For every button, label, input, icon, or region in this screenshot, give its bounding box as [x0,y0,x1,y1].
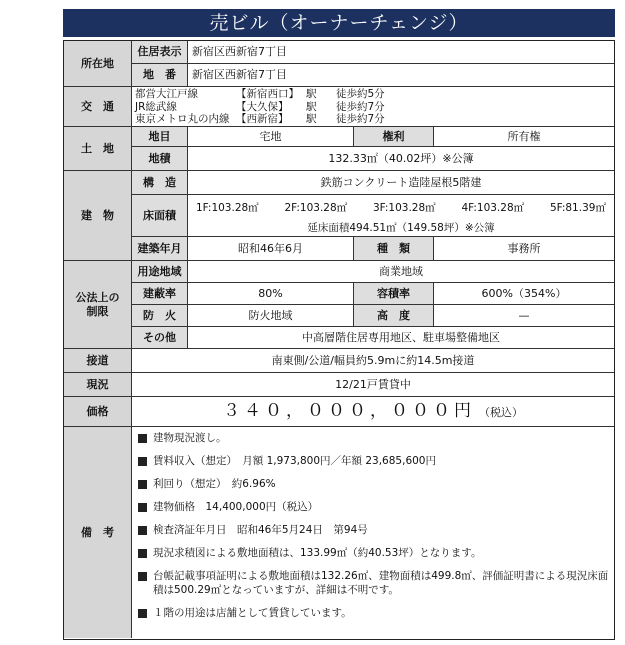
other-label: その他 [132,327,188,349]
page-title: 売ビル（オーナーチェンジ） [63,9,615,37]
structure-label: 構 造 [132,171,188,195]
remark-item: １階の用途は店舗として賃貸しています。 [138,606,614,620]
bullet-icon [138,503,147,512]
rights-value: 所有権 [434,127,614,147]
price-tax: （税込） [479,405,523,419]
building-type-value: 事務所 [434,237,614,261]
bullet-icon [138,549,147,558]
remarks-list [132,427,614,638]
floor-area: 1F:103.28㎡ [196,202,259,214]
floor-area: 3F:103.28㎡ [372,202,436,214]
coverage-label: 建蔽率 [132,283,188,305]
remark-item: 賃料収入（想定） 月額 1,973,800円／年額 23,685,600円 [138,454,614,468]
bullet-icon [138,457,147,466]
rights-label: 権利 [354,127,434,147]
traffic-list [132,87,614,127]
price-amount: ３４０，０００，０００円 （税込） [223,400,523,421]
bullet-icon [138,480,147,489]
zone-value: 商業地域 [188,261,614,283]
building-header: 建 物 [64,171,132,261]
bullet-icon [138,609,147,618]
floor-area-label: 床面積 [132,195,188,237]
floor-list [188,201,614,215]
zone-label: 用途地域 [132,261,188,283]
land-category-value: 宅地 [188,127,354,147]
height-label: 高 度 [354,305,434,327]
price-header: 価格 [64,397,132,427]
built-value: 昭和46年6月 [188,237,354,261]
building-type-label: 種 類 [354,237,434,261]
other-value: 中高層階住居専用地区、駐車場整備地区 [188,327,614,349]
status-header: 現況 [64,373,132,397]
remark-item: 現況求積図による敷地面積は、133.99㎡（約40.53坪）となります。 [138,546,614,560]
traffic-header: 交 通 [64,87,132,127]
property-table [63,40,615,640]
price-value [132,397,614,427]
floor-area: 2F:103.28㎡ [284,202,348,214]
lot-label: 地 番 [132,64,188,87]
fire-value: 防火地域 [188,305,354,327]
remark-item: 利回り（想定） 約6.96% [138,477,614,491]
remark-item: 台帳記載事項証明による敷地面積は132.26㎡、建物面積は499.8㎡、評価証明書による現況床面積は500.29㎡となっていますが、詳細は不明です。 [138,569,614,597]
remarks-header: 備 考 [64,427,132,638]
location-header: 所在地 [64,41,132,87]
remark-item: 建物現況渡し。 [138,431,614,445]
land-area-value: 132.33㎡（40.02坪）※公簿 [188,147,614,171]
land-header: 土 地 [64,127,132,171]
coverage-value: 80% [188,283,354,305]
land-area-label: 地積 [132,147,188,171]
address-label: 住居表示 [132,41,188,64]
bullet-icon [138,526,147,535]
bullet-icon [138,434,147,443]
address-value: 新宿区西新宿7丁目 [188,41,614,64]
road-value: 南東側/公道/幅員約5.9mに約14.5m接道 [132,349,614,373]
floor-area: 5F:81.39㎡ [549,202,606,214]
far-label: 容積率 [354,283,434,305]
remark-item: 検査済証年月日 昭和46年5月24日 第94号 [138,523,614,537]
total-floor-area: 延床面積494.51㎡（149.58坪）※公簿 [307,222,495,234]
structure-value: 鉄筋コンクリート造陸屋根5階建 [188,171,614,195]
traffic-row: 東京メトロ丸の内線 【西新宿】 駅 徒歩約7分 [135,113,385,125]
status-value: 12/21戸賃貸中 [132,373,614,397]
lot-value: 新宿区西新宿7丁目 [188,64,614,87]
remark-item: 建物価格 14,400,000円（税込） [138,500,614,514]
traffic-row: JR総武線 【大久保】 駅 徒歩約7分 [135,100,385,113]
floor-area-values [188,195,614,237]
traffic-row: 都営大江戸線 【新宿西口】 駅 徒歩約5分 [135,88,385,100]
built-label: 建築年月 [132,237,188,261]
fire-label: 防 火 [132,305,188,327]
floor-area: 4F:103.28㎡ [461,202,525,214]
road-header: 接道 [64,349,132,373]
height-value: — [434,305,614,327]
land-category-label: 地目 [132,127,188,147]
far-value: 600%（354%） [434,283,614,305]
bullet-icon [138,572,147,581]
regulation-header: 公法上の 制限 [64,261,132,349]
